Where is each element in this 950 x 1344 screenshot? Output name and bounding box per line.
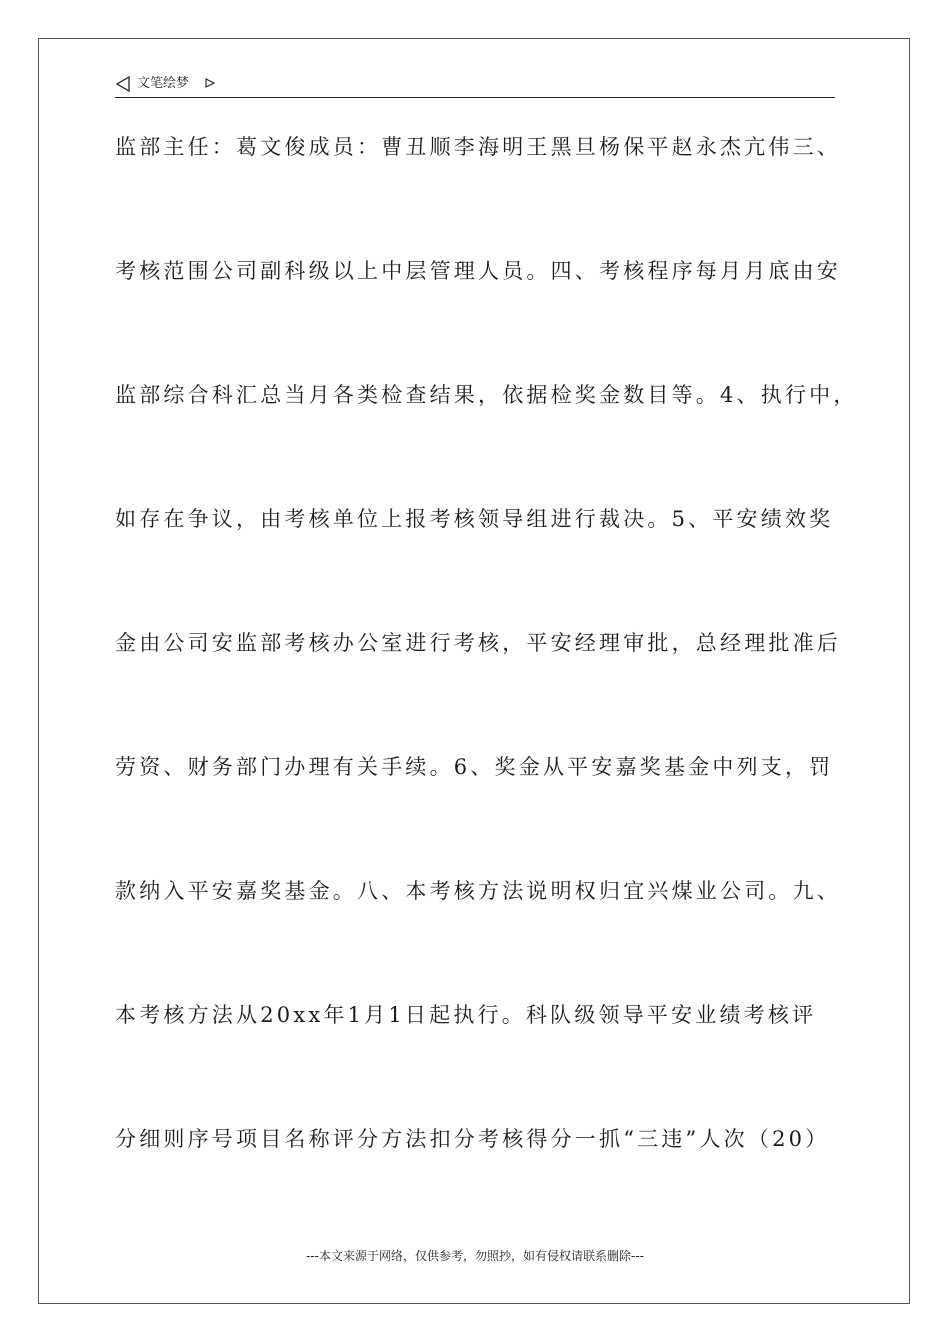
text-line: 监部主任：葛文俊成员：曹丑顺李海明王黑旦杨保平赵永杰亢伟三、: [115, 135, 841, 159]
triangle-right-icon: [205, 78, 215, 88]
footer-disclaimer: ---本文来源于网络，仅供参考，勿照抄，如有侵权请联系删除---: [306, 1249, 644, 1263]
text-line: 劳资、财务部门办理有关手续。6、奖金从平安嘉奖基金中列支，罚: [115, 755, 834, 779]
body-text: [115, 131, 858, 1247]
page-header: [115, 74, 835, 98]
text-line: 本考核方法从20xx年1月1日起执行。科队级领导平安业绩考核评: [115, 1003, 817, 1027]
text-line: 考核范围公司副科级以上中层管理人员。四、考核程序每月月底由安: [115, 259, 841, 283]
text-line: 分细则序号项目名称评分方法扣分考核得分一抓“三违”人次（20）: [115, 1127, 830, 1151]
text-line: 金由公司安监部考核办公室进行考核，平安经理审批，总经理批准后: [115, 631, 841, 655]
text-line: 如存在争议，由考核单位上报考核领导组进行裁决。5、平安绩效奖: [115, 507, 834, 531]
text-line: 监部综合科汇总当月各类检查结果，依据检奖金数目等。4、执行中，: [115, 383, 858, 407]
header-divider: [115, 97, 835, 98]
text-line: 款纳入平安嘉奖基金。八、本考核方法说明权归宜兴煤业公司。九、: [115, 879, 841, 903]
triangle-left-icon: [115, 76, 131, 92]
header-title: 文笔绘梦: [137, 76, 190, 91]
